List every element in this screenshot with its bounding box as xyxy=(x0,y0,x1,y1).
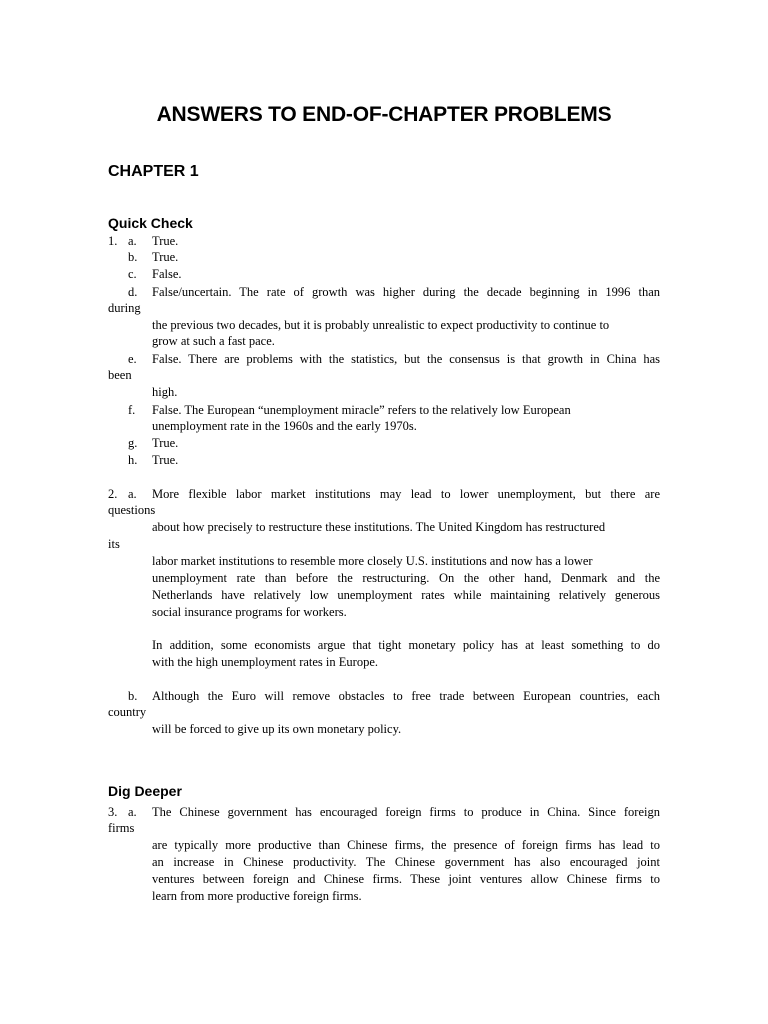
item-letter: f. xyxy=(128,403,136,417)
answer-text: questions xyxy=(108,503,156,517)
item-letter: a. xyxy=(128,234,137,248)
answer-text: True. xyxy=(152,234,179,248)
answer-text: the previous two decades, but it is probably unrealistic to expect productivity to continue to xyxy=(152,318,610,332)
answer-text: about how precisely to restructure these institutions. The United Kingdom has restructured xyxy=(152,520,606,534)
answer-text: False/uncertain. The rate of growth was higher during the decade beginning in 1996 than xyxy=(152,285,660,299)
page-title: ANSWERS TO END-OF-CHAPTER PROBLEMS xyxy=(156,103,612,126)
answer-text: More flexible labor market institutions may lead to lower unemployment, but there are xyxy=(152,487,660,501)
question-number: 3. xyxy=(108,805,118,819)
answer-text: will be forced to give up its own monetary policy. xyxy=(152,722,402,736)
answer-text: are typically more productive than Chinese firms, the presence of foreign firms has lead to xyxy=(152,838,660,852)
answer-text: False. There are problems with the statistics, but the consensus is that growth in China has xyxy=(152,352,660,366)
item-letter: g. xyxy=(128,436,138,450)
answer-text: In addition, some economists argue that tight monetary policy has at least something to do xyxy=(152,638,660,652)
question-number: 2. xyxy=(108,487,118,501)
answer-text: with the high unemployment rates in Europe. xyxy=(152,655,378,669)
item-letter: e. xyxy=(128,352,137,366)
answer-text: an increase in Chinese productivity. The Chinese government has also encouraged joint xyxy=(152,855,660,869)
answer-text: high. xyxy=(152,385,178,399)
answer-text: False. xyxy=(152,267,182,281)
chapter-heading: CHAPTER 1 xyxy=(108,163,199,180)
answer-text: learn from more productive foreign firms. xyxy=(152,889,362,903)
item-letter: a. xyxy=(128,487,137,501)
section-heading-dig-deeper: Dig Deeper xyxy=(108,783,182,799)
answer-text: grow at such a fast pace. xyxy=(152,334,275,348)
item-letter: b. xyxy=(128,689,138,703)
section-heading-quick-check: Quick Check xyxy=(108,215,193,231)
answer-text: True. xyxy=(152,250,179,264)
answer-text: Although the Euro will remove obstacles to free trade between European countries, each xyxy=(152,689,660,703)
answer-text: ventures between foreign and Chinese firms. These joint ventures allow Chinese firms to xyxy=(152,872,660,886)
answer-text: during xyxy=(108,301,141,315)
answer-text: country xyxy=(108,705,147,719)
item-letter: d. xyxy=(128,285,138,299)
answer-text: The Chinese government has encouraged foreign firms to produce in China. Since foreign xyxy=(152,805,660,819)
answer-text: unemployment rate in the 1960s and the early 1970s. xyxy=(152,419,417,433)
item-letter: a. xyxy=(128,805,137,819)
answer-text: social insurance programs for workers. xyxy=(152,605,347,619)
answer-text: its xyxy=(108,537,120,551)
item-letter: c. xyxy=(128,267,137,281)
answer-text: labor market institutions to resemble more closely U.S. institutions and now has a lower xyxy=(152,554,593,568)
answer-text: firms xyxy=(108,821,135,835)
item-letter: b. xyxy=(128,250,138,264)
item-letter: h. xyxy=(128,453,138,467)
answer-text: unemployment rate than before the restructuring. On the other hand, Denmark and the xyxy=(152,571,660,585)
answer-text: True. xyxy=(152,436,179,450)
answer-text: been xyxy=(108,368,132,382)
answer-text: Netherlands have relatively low unemployment rates while maintaining relatively generous xyxy=(152,588,660,602)
answer-text: True. xyxy=(152,453,179,467)
question-number: 1. xyxy=(108,234,118,248)
answer-text: False. The European “unemployment miracle” refers to the relatively low European xyxy=(152,403,571,417)
